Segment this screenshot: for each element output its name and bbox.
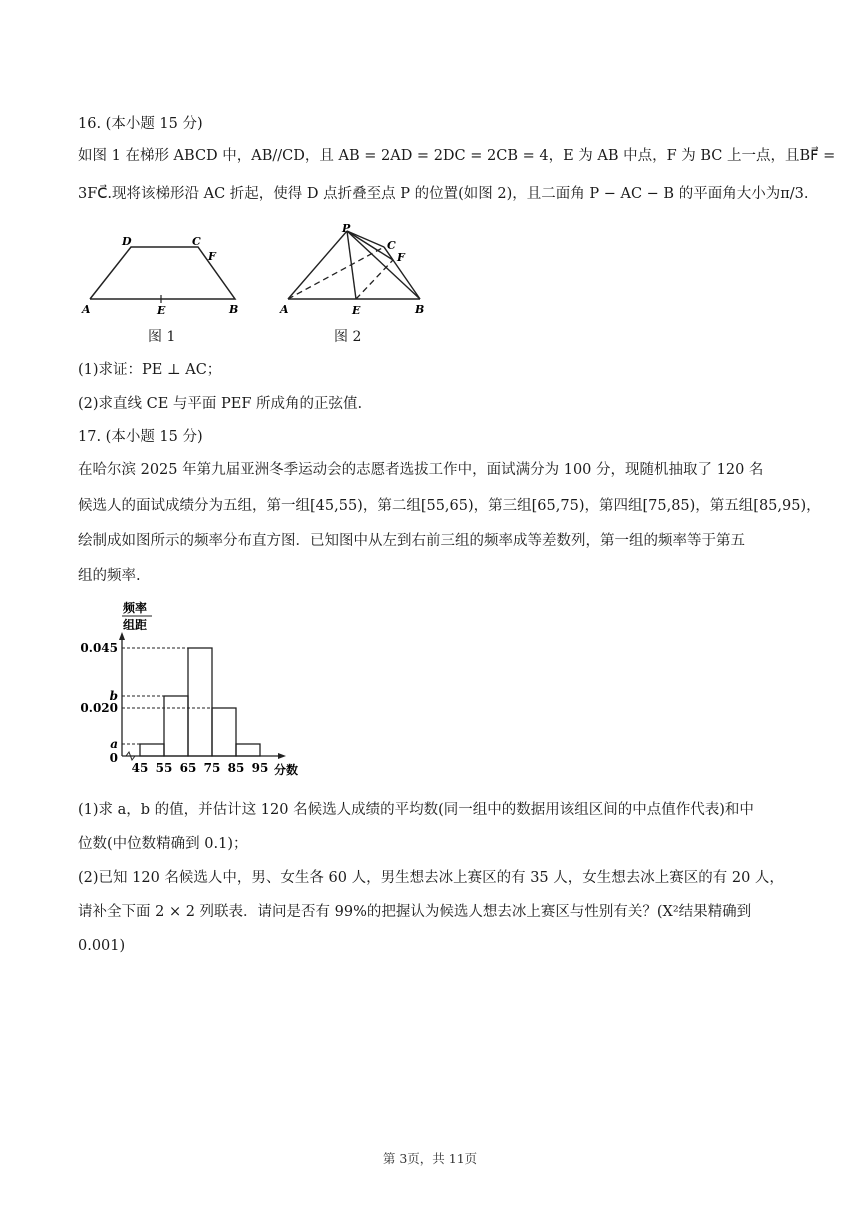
x-tick-label-75: 75	[203, 761, 221, 775]
histogram-bar-3	[188, 648, 212, 756]
histogram-bar-2	[164, 696, 188, 756]
q17-part2-line1: (2)已知 120 名候选人中，男、女生各 60 人，男生想去冰上赛区的有 35 人，女生想去冰上赛区的有 20 人，	[78, 870, 784, 886]
label-E2: E	[352, 304, 361, 317]
label-A2: A	[280, 303, 289, 316]
histogram-bar-1	[140, 744, 164, 756]
frequency-histogram	[78, 598, 318, 788]
y-tick-label-1: 0.045	[80, 641, 118, 655]
edge-AC-dashed	[288, 247, 384, 299]
q17-text-line1: 在哈尔滨 2025 年第九届亚洲冬季运动会的志愿者选拔工作中，面试满分为 100 分，现随机抽取了 120 名	[78, 462, 764, 478]
q16-text-line2: 3FC⃗.现将该梯形沿 AC 折起，使得 D 点折叠至点 P 的位置(如图 2)，且二面角 P − AC − B 的平面角大小为π/3.	[78, 186, 809, 202]
q17-text-line3: 绘制成如图所示的频率分布直方图．已知图中从左到右前三组的频率成等差数列，第一组的频率等于第五	[78, 533, 745, 549]
label-D: D	[122, 235, 132, 248]
label-F2: F	[397, 251, 405, 264]
label-B: B	[229, 303, 239, 316]
ylabel-bottom: 组距	[123, 618, 148, 632]
xlabel: 分数	[274, 763, 299, 777]
q16-part2: (2)求直线 CE 与平面 PEF 所成角的正弦值.	[78, 396, 363, 412]
edge-AP	[288, 231, 347, 299]
label-F: F	[208, 250, 216, 263]
q17-part2-line3: 0.001)	[78, 938, 126, 954]
x-tick-label-45: 45	[131, 761, 149, 775]
figure-1-caption: 图 1	[148, 329, 176, 345]
edge-EF-dashed	[356, 260, 393, 299]
ylabel-top: 频率	[123, 601, 148, 615]
x-axis-arrow	[278, 753, 286, 759]
y-tick-label-2: b	[109, 689, 118, 703]
q16-header: 16. (本小题 15 分)	[78, 116, 203, 132]
label-C: C	[192, 235, 201, 248]
q17-text-line2: 候选人的面试成绩分为五组，第一组[45,55)，第二组[55,65)，第三组[65,75)，第四组[75,85)，第五组[85,95)，	[78, 498, 821, 514]
x-tick-label-65: 65	[179, 761, 197, 775]
y-tick-label-zero: 0	[109, 751, 118, 765]
label-C2: C	[387, 239, 396, 252]
edge-P-inner	[347, 231, 380, 252]
figure-2-folded	[276, 222, 436, 332]
q17-text-line4: 组的频率.	[78, 568, 141, 584]
q16-part1: (1)求证：PE ⊥ AC；	[78, 362, 222, 378]
q17-part1-line1: (1)求 a，b 的值，并估计这 120 名候选人成绩的平均数(同一组中的数据用该组区间的中点值作代表)和中	[78, 802, 754, 818]
q17-header: 17. (本小题 15 分)	[78, 429, 203, 445]
histogram-bar-5	[236, 744, 260, 756]
page-footer: 第 3页，共 11页	[382, 1151, 478, 1166]
q17-part2-line2: 请补全下面 2 × 2 列联表．请问是否有 99%的把握认为候选人想去冰上赛区与性别有关？(X²结果精确到	[78, 904, 752, 920]
y-axis-arrow	[119, 632, 125, 640]
q16-text-line1: 如图 1 在梯形 ABCD 中，AB//CD，且 AB = 2AD = 2DC = 2CB = 4，E 为 AB 中点，F 为 BC 上一点，且BF⃗ =	[78, 148, 836, 164]
label-E: E	[157, 304, 166, 317]
x-tick-label-95: 95	[251, 761, 269, 775]
q17-part1-line2: 位数(中位数精确到 0.1)；	[78, 836, 248, 852]
edge-PC	[347, 231, 384, 247]
x-tick-label-85: 85	[227, 761, 245, 775]
x-tick-label-55: 55	[155, 761, 173, 775]
histogram-bar-4	[212, 708, 236, 756]
label-P: P	[342, 222, 351, 235]
label-A: A	[82, 303, 91, 316]
label-B2: B	[415, 303, 425, 316]
edge-PB	[347, 231, 420, 299]
figure-2-caption: 图 2	[334, 329, 362, 345]
y-tick-label-4: a	[110, 737, 118, 751]
y-tick-label-3: 0.020	[80, 701, 118, 715]
